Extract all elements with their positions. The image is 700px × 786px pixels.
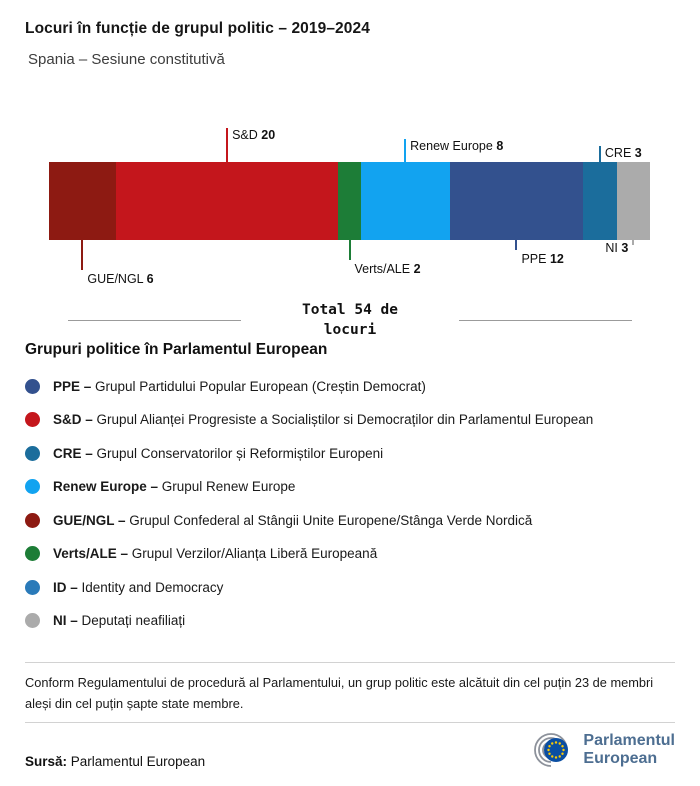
seats-stacked-bar-chart [0, 0, 700, 300]
bar-segment-gue-ngl[interactable] [49, 162, 116, 240]
segment-label-gue-ngl [87, 272, 153, 287]
total-divider-right [459, 320, 632, 321]
legend-color-dot-verts-ale [25, 546, 40, 561]
legend-item-text [53, 513, 532, 528]
legend-item-abbr: CRE – [53, 445, 97, 461]
segment-label-renew-europe [410, 139, 503, 154]
legend-item-id [25, 577, 675, 597]
label-connector-ppe [515, 240, 517, 250]
legend-item-desc: Identity and Democracy [81, 579, 224, 595]
legend-heading: Grupuri politice în Parlamentul European [25, 341, 328, 358]
bar-segment-renew-europe[interactable] [361, 162, 450, 240]
legend-items [25, 376, 675, 631]
label-connector-verts-ale [349, 240, 351, 260]
segment-label-s-d [232, 128, 275, 143]
legend-item-abbr: PPE – [53, 378, 96, 394]
segment-label-name: S&D [232, 128, 262, 142]
legend-color-dot-cre [25, 446, 40, 461]
legend-item-abbr: S&D – [53, 412, 97, 427]
legend-color-dot-s-d [25, 412, 40, 427]
label-connector-cre [599, 146, 601, 162]
legend-item-abbr: GUE/NGL – [53, 512, 130, 528]
source-label: Sursă: [25, 754, 68, 769]
legend-section [25, 341, 675, 631]
legend-color-dot-id [25, 580, 40, 595]
legend-item-abbr: Verts/ALE – [53, 546, 132, 561]
legend-item-verts-ale [25, 544, 675, 564]
legend-item-cre [25, 443, 675, 463]
legend-item-desc: Grupul Verzilor/Alianța Liberă Europeană [131, 546, 378, 561]
legend-item-abbr: ID – [53, 579, 82, 595]
segment-label-seats: 2 [413, 262, 421, 276]
segment-label-name: Verts/ALE [354, 262, 414, 276]
legend-item-text [53, 446, 383, 461]
total-seats-row [68, 301, 632, 340]
segment-label-seats: 20 [261, 128, 276, 142]
legend-item-text [53, 580, 223, 595]
divider-above-footer [25, 722, 675, 723]
total-divider-left [68, 320, 241, 321]
legend-item-abbr: Renew Europe – [53, 479, 162, 494]
legend-item-s-d [25, 410, 675, 430]
legend-item-gue-ngl [25, 510, 675, 530]
legend-item-desc: Deputați neafiliați [81, 613, 186, 628]
legend-item-ppe [25, 376, 675, 396]
segment-label-verts-ale [355, 262, 421, 277]
legend-item-text [53, 613, 185, 628]
ep-hemicycle-flag-icon [527, 726, 575, 774]
legend-item-desc: Grupul Renew Europe [161, 479, 296, 494]
ep-logo-text-line2: European [583, 750, 658, 767]
label-connector-ni [632, 240, 634, 245]
segment-label-name: PPE [521, 252, 550, 266]
segment-label-ni [605, 241, 628, 256]
segment-label-seats: 3 [634, 146, 642, 160]
bar-segment-verts-ale[interactable] [338, 162, 360, 240]
legend-item-desc: Grupul Conservatorilor și Reformiștilor Europeni [96, 445, 384, 461]
legend-item-renew-europe [25, 477, 675, 497]
legend-item-text [53, 546, 377, 561]
label-connector-renew-europe [404, 139, 406, 162]
divider-above-footnote [25, 662, 675, 663]
bar-segment-ni[interactable] [617, 162, 650, 240]
label-connector-gue-ngl [81, 240, 83, 270]
segment-label-name: Renew Europe [410, 139, 497, 153]
european-parliament-logo [527, 726, 675, 774]
segment-label-seats: 3 [621, 241, 629, 255]
legend-item-desc: Grupul Confederal al Stângii Unite Europene/Stânga Verde Nordică [129, 512, 533, 528]
page-subtitle: Spania – Sesiune constitutivă [28, 51, 225, 68]
legend-item-text [53, 412, 593, 427]
total-seats-label: Total 54 de locuri [301, 302, 399, 338]
segment-label-seats: 6 [146, 272, 154, 286]
legend-color-dot-ppe [25, 379, 40, 394]
segment-label-seats: 8 [496, 139, 504, 153]
label-connector-s-d [226, 128, 228, 162]
footnote-text: Conform Regulamentului de procedură al Parlamentului, un grup politic este alcătuit din cel puțin 23 de membri aleși din cel puțin șapte state membre. [25, 675, 654, 712]
legend-color-dot-renew-europe [25, 479, 40, 494]
legend-item-desc: Grupul Partidului Popular European (Creștin Democrat) [95, 378, 426, 394]
segment-label-ppe [521, 252, 563, 267]
segment-label-seats: 12 [549, 252, 564, 266]
bar-segment-cre[interactable] [583, 162, 616, 240]
legend-item-ni [25, 611, 675, 631]
legend-item-text [53, 479, 295, 494]
bar-segment-s-d[interactable] [116, 162, 339, 240]
segment-label-name: CRE [604, 146, 635, 160]
ep-logo-text-line1: Parlamentul [583, 731, 675, 749]
source-line [25, 754, 205, 769]
legend-item-abbr: NI – [53, 613, 82, 628]
bar-segment-ppe[interactable] [450, 162, 584, 240]
legend-color-dot-gue-ngl [25, 513, 40, 528]
segment-label-cre [605, 146, 642, 161]
page-title: Locuri în funcție de grupul politic – 2019–2024 [25, 20, 370, 37]
legend-item-desc: Grupul Alianței Progresiste a Socialiștilor si Democraților din Parlamentul European [96, 412, 594, 427]
ep-logo-text [583, 732, 675, 769]
legend-color-dot-ni [25, 613, 40, 628]
legend-item-text [53, 379, 426, 394]
segment-label-name: NI [605, 241, 622, 255]
segment-label-name: GUE/NGL [87, 272, 147, 286]
source-value: Parlamentul European [70, 754, 206, 769]
